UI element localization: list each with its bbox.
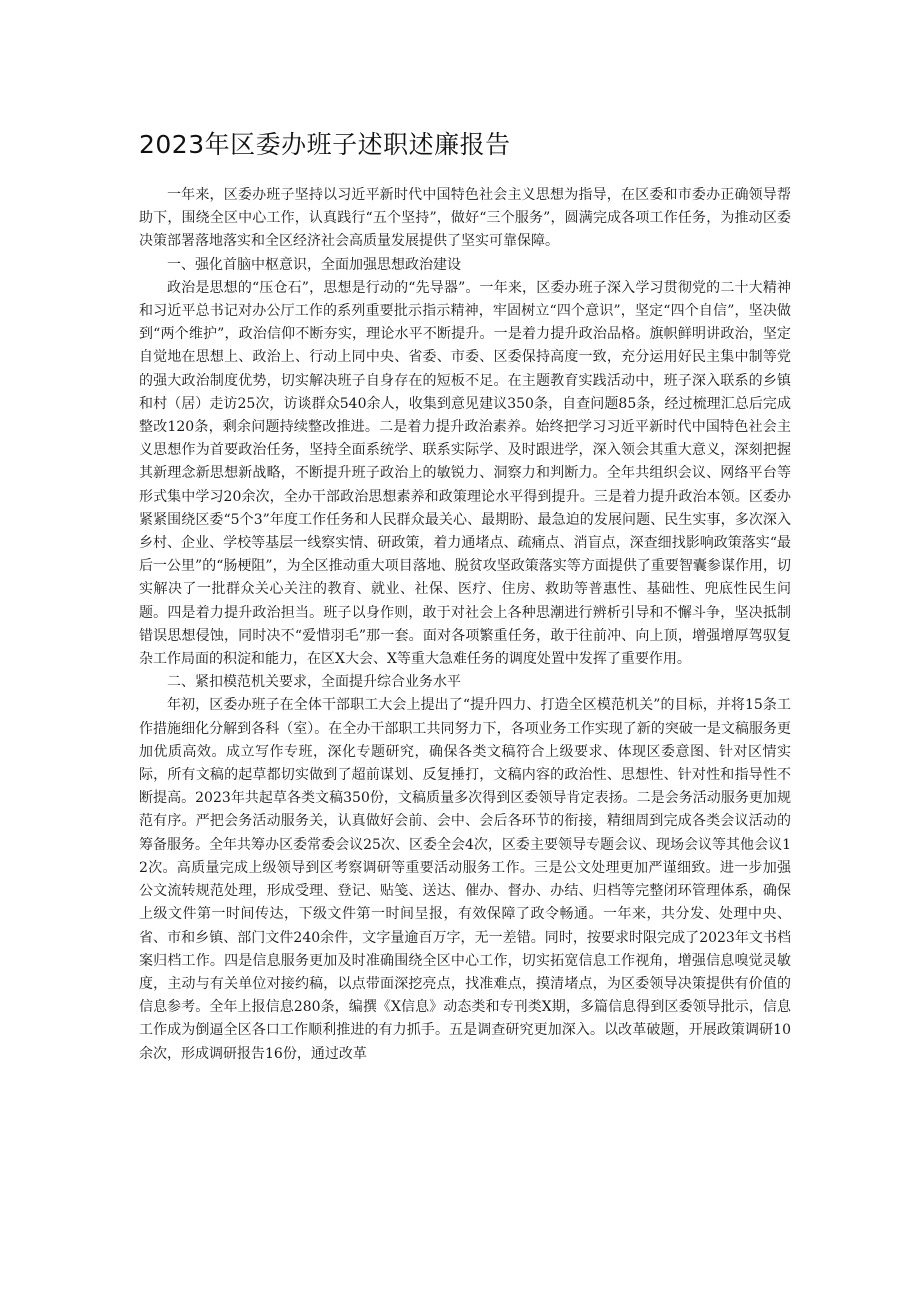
intro-paragraph: 一年来，区委办班子坚持以习近平新时代中国特色社会主义思想为指导，在区委和市委办正确领导帮助下，围绕全区中心工作，认真践行“五个坚持”，做好“三个服务”，圆满完成各项工作任务，为推动区委决策部署落地落实和全区经济社会高质量发展提供了坚实可靠保障。 xyxy=(139,187,791,250)
section-1-heading: 一、强化首脑中枢意识，全面加强思想政治建设 xyxy=(167,256,461,273)
section-1-paragraph: 政治是思想的“压仓石”，思想是行动的“先导器”。一年来，区委办班子深入学习贯彻党的二十大精神和习近平总书记对办公厅工作的系列重要批示指示精神，牢固树立“四个意识”，坚定“四个自信”，坚决做到“两个维护”，政治信仰不断夯实，理论水平不断提升。一是着力提升政治品格。旗帜鲜明讲政治，坚定自觉地在思想上、政治上、行动上同中央、省委、市委、区委保持高度一致，充分运用好民主集中制等党的强大政治制度优势，切实解决班子自身存在的短板不足。在主题教育实践活动中，班子深入联系的乡镇和村（居）走访25次，访谈群众540余人，收集到意见建议350条，自查问题85条，经过梳理汇总后完成整改120条，剩余问题持续整改推进。二是着力提升政治素养。始终把学习习近平新时代中国特色社会主义思想作为首要政治任务，坚持全面系统学、联系实际学、及时跟进学，深入领会其重大意义，深刻把握其新理念新思想新战略，不断提升班子政治上的敏锐力、洞察力和判断力。全年共组织会议、网络平台等形式集中学习20余次，全办干部政治思想素养和政策理论水平得到提升。三是着力提升政治本领。区委办紧紧围绕区委“5个3”年度工作任务和人民群众最关心、最期盼、最急迫的发展问题、民生实事，多次深入乡村、企业、学校等基层一线察实情、研政策，着力通堵点、疏痛点、消盲点，深查细找影响政策落实“最后一公里”的“肠梗阻”，为全区推动重大项目落地、脱贫攻坚政策落实等方面提供了重要智囊参谋作用，切实解决了一批群众关心关注的教育、就业、社保、医疗、住房、救助等普惠性、基础性、兜底性民生问题。四是着力提升政治担当。班子以身作则，敢于对社会上各种思潮进行辨析引导和不懈斗争，坚决抵制错误思想侵蚀，同时决不“爱惜羽毛”那一套。面对各项繁重任务，敢于往前冲、向上顶，增强增厚驾驭复杂工作局面的积淀和能力，在区X大会、X等重大急难任务的调度处置中发挥了重要作用。 xyxy=(139,279,791,668)
section-2-paragraph: 年初，区委办班子在全体干部职工大会上提出了“提升四力、打造全区模范机关”的目标，并将15条工作措施细化分解到各科（室）。在全办干部职工共同努力下，各项业务工作实现了新的突破一是文稿服务更加优质高效。成立写作专班，深化专题研究，确保各类文稿符合上级要求、体现区委意图、针对区情实际，所有文稿的起草都切实做到了超前谋划、反复捶打，文稿内容的政治性、思想性、针对性和指导性不断提高。2023年共起草各类文稿350份，文稿质量多次得到区委领导肯定表扬。二是会务活动服务更加规范有序。严把会务活动服务关，认真做好会前、会中、会后各环节的衔接，精细周到完成各类会议活动的筹备服务。全年共筹办区委常委会议25次、区委全会4次，区委主要领导专题会议、现场会议等其他会议12次。高质量完成上级领导到区考察调研等重要活动服务工作。三是公文处理更加严谨细致。进一步加强公文流转规范处理，形成受理、登记、贴笺、送达、催办、督办、办结、归档等完整闭环管理体系，确保上级文件第一时间传达，下级文件第一时间呈报，有效保障了政令畅通。一年来，共分发、处理中央、省、市和乡镇、部门文件240余件，文字量逾百万字，无一差错。同时，按要求时限完成了2023年文书档案归档工作。四是信息服务更加及时准确围绕全区中心工作，切实拓宽信息工作视角，增强信息嗅觉灵敏度，主动与有关单位对接约稿，以点带面深挖亮点，找准难点，摸清堵点，为区委领导决策提供有价值的信息参考。全年上报信息280条，编撰《X信息》动态类和专刊类X期，多篇信息得到区委领导批示，信息工作成为倒逼全区各口工作顺利推进的有力抓手。五是调查研究更加深入。以改革破题，开展政策调研10余次，形成调研报告16份，通过改革 xyxy=(139,697,791,1062)
document-page xyxy=(139,128,791,1066)
document-title: 2023年区委办班子述职述廉报告 xyxy=(139,130,511,159)
section-2-heading: 二、紧扣模范机关要求，全面提升综合业务水平 xyxy=(167,674,461,691)
